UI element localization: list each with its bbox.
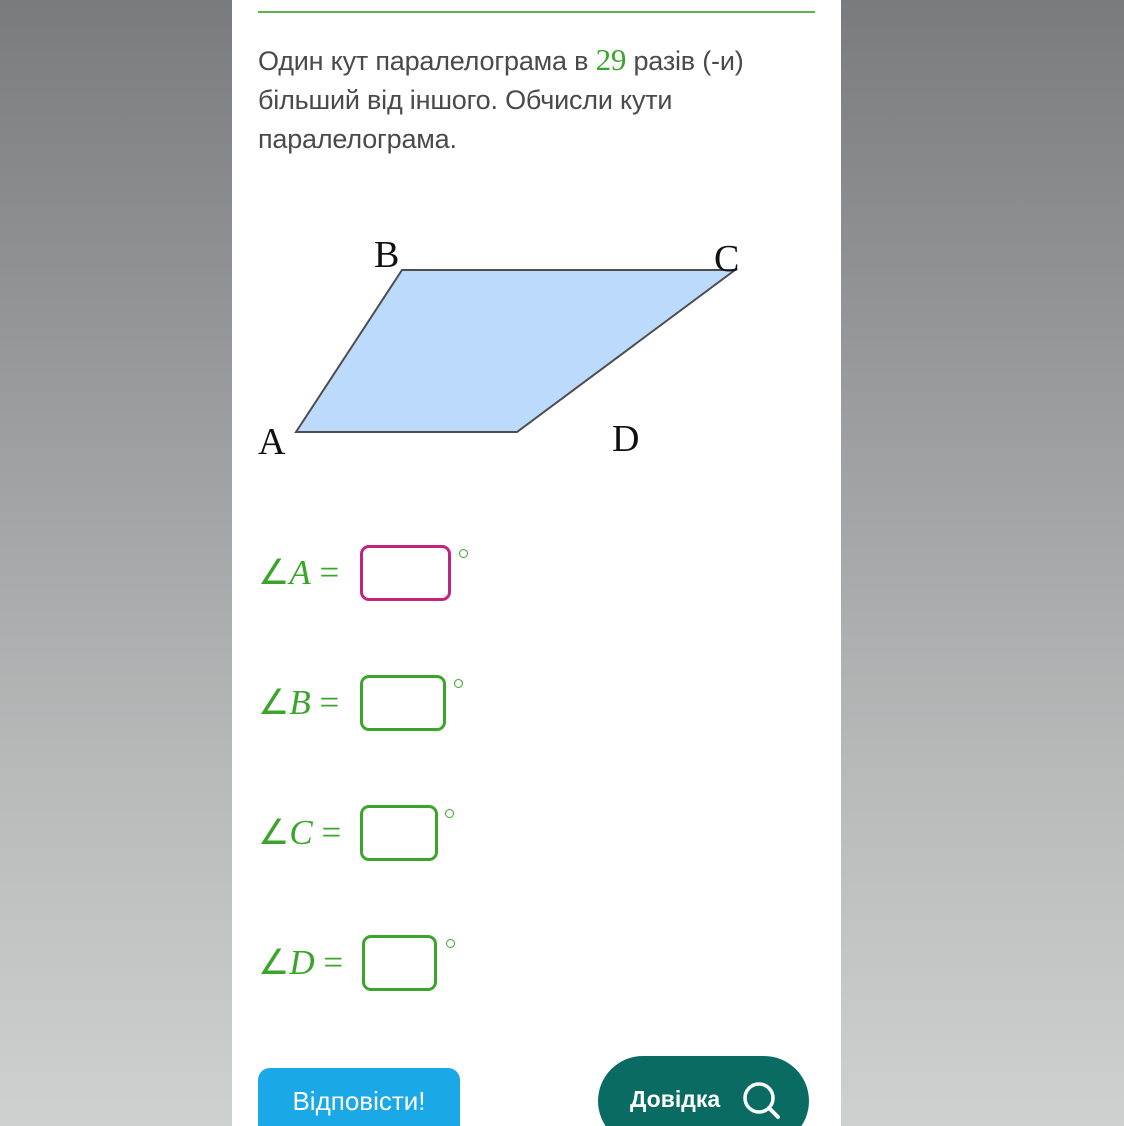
angle-b-input[interactable] <box>360 675 446 731</box>
equals-sign: = <box>321 813 342 852</box>
angle-letter: C <box>289 813 313 852</box>
equals-sign: = <box>323 943 344 982</box>
angle-icon: ∠ <box>258 813 290 852</box>
angle-letter: D <box>289 943 315 982</box>
vertex-label-a: A <box>258 421 286 463</box>
angle-letter: B <box>289 683 311 722</box>
task-statement <box>258 40 798 159</box>
task-text-before: Один кут паралелограма в <box>258 46 596 76</box>
vertex-label-d: D <box>612 418 640 460</box>
angle-c-label <box>258 813 341 853</box>
help-button[interactable] <box>598 1056 809 1126</box>
degree-icon <box>446 939 455 948</box>
angle-icon: ∠ <box>258 943 290 982</box>
degree-icon <box>459 549 468 558</box>
angle-icon: ∠ <box>258 553 290 592</box>
answer-button[interactable]: Відповісти! <box>258 1068 460 1126</box>
task-panel <box>232 0 841 1126</box>
angle-d-label <box>258 943 343 983</box>
parallelogram-shape <box>296 270 735 432</box>
angle-letter: A <box>289 553 311 592</box>
task-multiplier: 29 <box>595 42 627 77</box>
angle-c-input[interactable] <box>360 805 438 861</box>
task-text-after: разів (-и) більший від іншого. Обчисли кути паралелограма. <box>258 46 744 154</box>
vertex-label-b: B <box>374 234 400 276</box>
angle-d-input[interactable] <box>362 935 437 991</box>
angle-a-input[interactable] <box>360 545 451 601</box>
degree-icon <box>445 809 454 818</box>
top-divider <box>258 11 815 13</box>
equals-sign: = <box>319 553 340 592</box>
parallelogram-figure <box>252 222 772 472</box>
angle-a-label <box>258 553 339 593</box>
equals-sign: = <box>319 683 340 722</box>
angle-b-label <box>258 683 339 723</box>
help-button-label: Довідка <box>630 1086 721 1112</box>
degree-icon <box>454 679 463 688</box>
angle-icon: ∠ <box>258 683 290 722</box>
vertex-label-c: C <box>714 238 740 280</box>
search-icon <box>741 1080 781 1120</box>
